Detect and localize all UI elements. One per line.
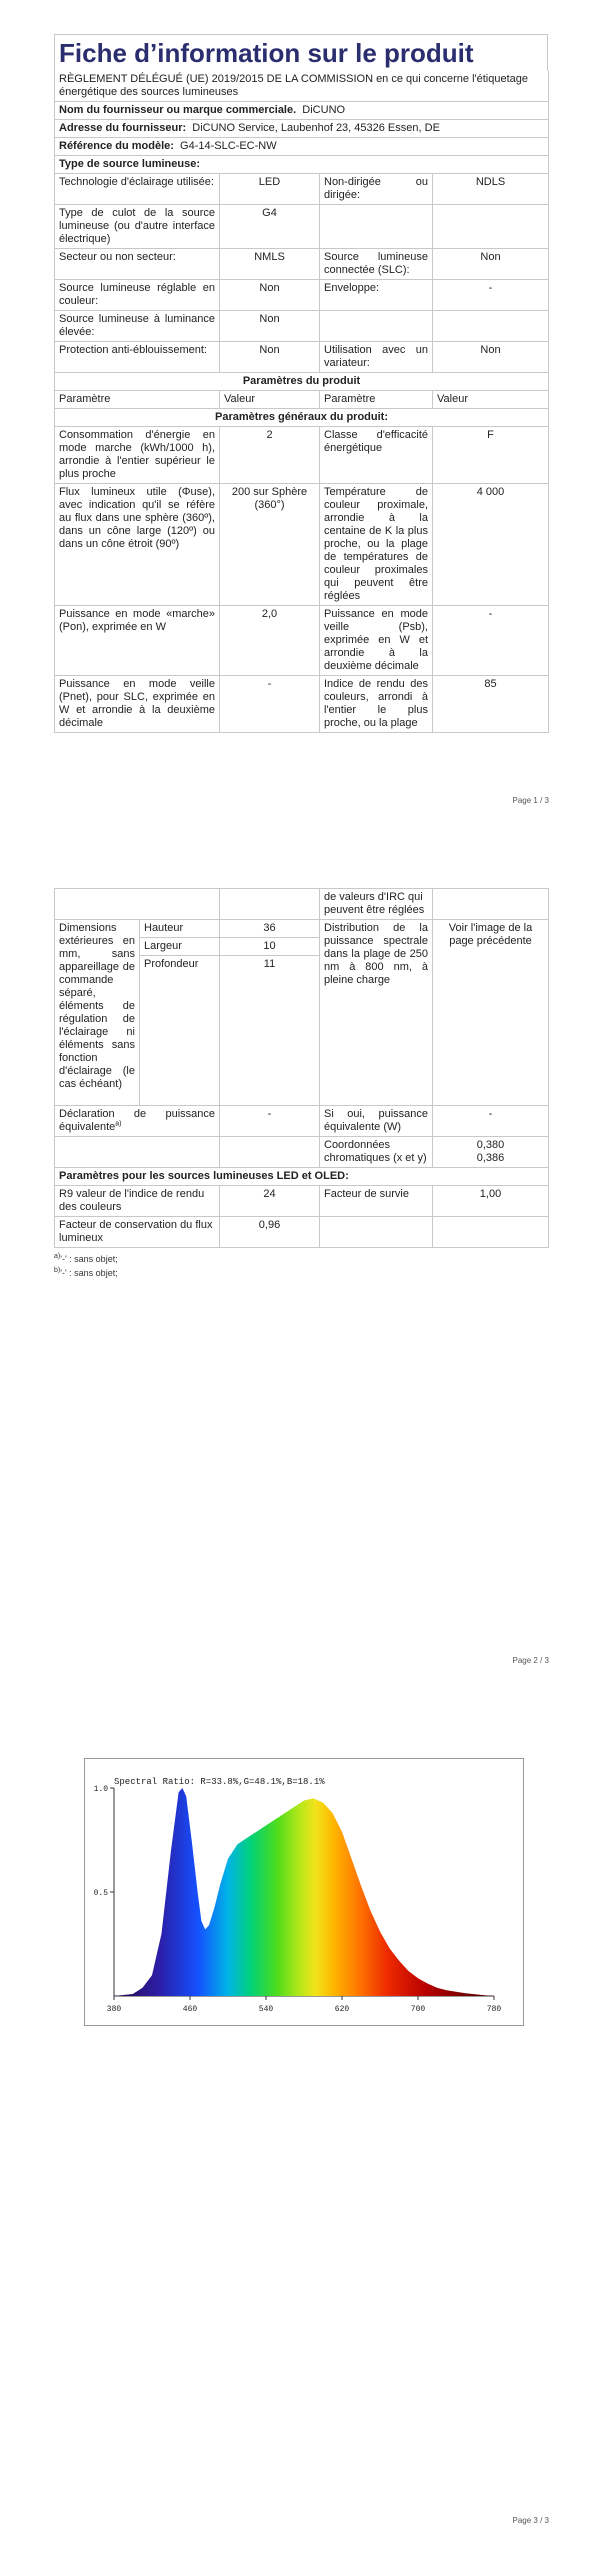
chroma-x: 0,380 [476,1139,505,1151]
supplier-row [55,102,549,120]
survival-value: 1,00 [433,1186,549,1217]
type-label: Non-dirigée ou dirigée: [320,174,433,205]
supplier-label: Nom du fournisseur ou marque commerciale. [59,104,297,116]
param-label: Consommation d'énergie en mode marche (kWh/1000 h), arrondie à l'entier supérieur le plus proche [55,427,220,484]
address-row [55,120,549,138]
type-value: LED [220,174,320,205]
spectral-label: Distribution de la puissance spectrale dans la plage de 250 nm à 800 nm, à pleine charge [320,920,433,1106]
product-sheet [54,34,548,733]
table-row [55,889,549,920]
type-value: Non [220,342,320,373]
param-value: - [220,676,320,733]
footnote-mark: a) [54,1253,61,1260]
r9-label: R9 valeur de l'indice de rendu des couleurs [55,1186,220,1217]
param-value: 2 [220,427,320,484]
table-row [55,280,549,311]
type-label: Protection anti-éblouissement: [55,342,220,373]
param-label: Puissance en mode «marche» (Pon), exprimée en W [55,606,220,676]
column-header-row [55,391,549,409]
type-value: Non [220,280,320,311]
dimension-value: 11 [220,956,320,1106]
x-tick-label: 700 [410,2005,426,2014]
type-label: Type de culot de la source lumineuse (ou d'autre interface électrique) [55,205,220,249]
col-header-param: Paramètre [320,391,433,409]
param-label: Flux lumineux utile (Φuse), avec indication qu'il se réfère au flux dans une sphère (360º), dans un cône large (120º) ou dans un cône étroit (90º) [55,484,220,606]
table-row [55,920,549,938]
dimension-name: Hauteur [140,920,220,938]
model-label: Référence du modèle: [59,140,174,152]
info-table [54,71,549,733]
chart-title: Spectral Ratio: R=33.8%,G=48.1%,B=18.1% [114,1777,325,1787]
table-row [55,174,549,205]
footnotes [54,1252,548,1280]
param-value: 2,0 [220,606,320,676]
type-label: Technologie d'éclairage utilisée: [55,174,220,205]
table-row [55,1217,549,1248]
x-tick-label: 380 [106,2005,122,2014]
regulation-text: RÈGLEMENT DÉLÉGUÉ (UE) 2019/2015 DE LA COMMISSION en ce qui concerne l'étiquetage énergétique des sources lumineuses [55,71,549,102]
param-label: Classe d'efficacité énergétique [320,427,433,484]
param-label: Puissance en mode veille (Pnet), pour SLC, exprimée en W et arrondie à la deuxième décimale [55,676,220,733]
dimension-name: Profondeur [140,956,220,1106]
x-tick-label: 780 [486,2005,502,2014]
param-label: de valeurs d'IRC qui peuvent être réglées [320,889,433,920]
col-header-value: Valeur [433,391,549,409]
table-row [55,342,549,373]
footnote-ref: a) [115,1120,122,1128]
address-label: Adresse du fournisseur: [59,122,187,134]
x-tick-label: 540 [258,2005,274,2014]
table-row [55,606,549,676]
r9-value: 24 [220,1186,320,1217]
x-tick-label: 620 [334,2005,350,2014]
type-label: Enveloppe: [320,280,433,311]
info-table-continued [54,888,549,1248]
table-row [55,249,549,280]
page-1 [0,0,603,820]
type-label: Source lumineuse réglable en couleur: [55,280,220,311]
type-value [433,205,549,249]
table-row [55,311,549,342]
param-value: - [433,606,549,676]
supplier-value: DiCUNO [302,104,346,116]
document-title: Fiche d’information sur le produit [54,34,548,71]
type-label: Source lumineuse à luminance élevée: [55,311,220,342]
table-row [55,1106,549,1137]
led-heading: Paramètres pour les sources lumineuses LED et OLED: [55,1168,549,1186]
chroma-y: 0,386 [476,1152,505,1164]
dimension-name: Largeur [140,938,220,956]
general-heading: Paramètres généraux du produit: [55,409,549,427]
spectral-chart [84,1758,524,2026]
param-value: 85 [433,676,549,733]
page-3 [0,1720,603,2560]
type-label: Utilisation avec un variateur: [320,342,433,373]
type-label [320,205,433,249]
table-row [55,1186,549,1217]
type-value: NDLS [433,174,549,205]
dimensions-label: Dimensions extérieures en mm, sans appareillage de commande séparé, éléments de régulation de l'éclairage ni éléments sans fonction d'éclairage (le cas échéant) [55,920,140,1106]
col-header-param: Paramètre [55,391,220,409]
type-value: - [433,280,549,311]
y-tick-label: 1.0 [93,1785,108,1794]
type-value: Non [433,342,549,373]
type-value: NMLS [220,249,320,280]
address-value: DiCUNO Service, Laubenhof 23, 45326 Essen, DE [192,122,440,134]
type-value: Non [220,311,320,342]
footnote-b [54,1266,548,1280]
table-row [55,427,549,484]
type-value: G4 [220,205,320,249]
declaration-label-text: Déclaration de puissance équivalente [59,1108,215,1133]
equiv-label: Si oui, puissance équivalente (W) [320,1106,433,1137]
param-value: F [433,427,549,484]
type-label [320,311,433,342]
declaration-label [55,1106,220,1137]
footnote-text: '-' : sans objet; [60,1254,118,1264]
chroma-label: Coordonnées chromatiques (x et y) [320,1137,433,1168]
model-value: G4-14-SLC-EC-NW [180,140,277,152]
param-label: Indice de rendu des couleurs, arrondi à l'entier le plus proche, ou la plage [320,676,433,733]
page-number: Page 2 / 3 [512,1656,549,1665]
x-tick-label: 460 [182,2005,198,2014]
dimension-value: 36 [220,920,320,938]
y-tick-label: 0.5 [93,1889,108,1898]
param-label: Puissance en mode veille (Psb), exprimée en W et arrondie à la deuxième décimale [320,606,433,676]
lumen-label: Facteur de conservation du flux lumineux [55,1217,220,1248]
footnote-text: '-' : sans objet; [60,1268,118,1278]
footnote-a [54,1252,548,1266]
params-heading: Paramètres du produit [55,373,549,391]
table-row [55,205,549,249]
type-heading: Type de source lumineuse: [55,156,549,174]
type-label: Source lumineuse connectée (SLC): [320,249,433,280]
type-label: Secteur ou non secteur: [55,249,220,280]
type-value: Non [433,249,549,280]
product-sheet-continued [54,888,548,1280]
spectral-value: Voir l'image de la page précédente [433,920,549,1106]
table-row [55,1137,549,1168]
declaration-value: - [220,1106,320,1137]
equiv-value: - [433,1106,549,1137]
type-value [433,311,549,342]
footnote-mark: b) [54,1267,61,1274]
col-header-value: Valeur [220,391,320,409]
page-number: Page 1 / 3 [512,796,549,805]
param-label: Température de couleur proximale, arrondie à la centaine de K la plus proche, ou la plage de températures de couleur proximales qui peuvent être réglées [320,484,433,606]
table-row [55,676,549,733]
page-number: Page 3 / 3 [512,2516,549,2525]
model-row [55,138,549,156]
param-value: 200 sur Sphère (360°) [220,484,320,606]
page-2 [0,880,603,1700]
survival-label: Facteur de survie [320,1186,433,1217]
chroma-value [433,1137,549,1168]
table-row [55,484,549,606]
param-value: 4 000 [433,484,549,606]
lumen-value: 0,96 [220,1217,320,1248]
dimension-value: 10 [220,938,320,956]
